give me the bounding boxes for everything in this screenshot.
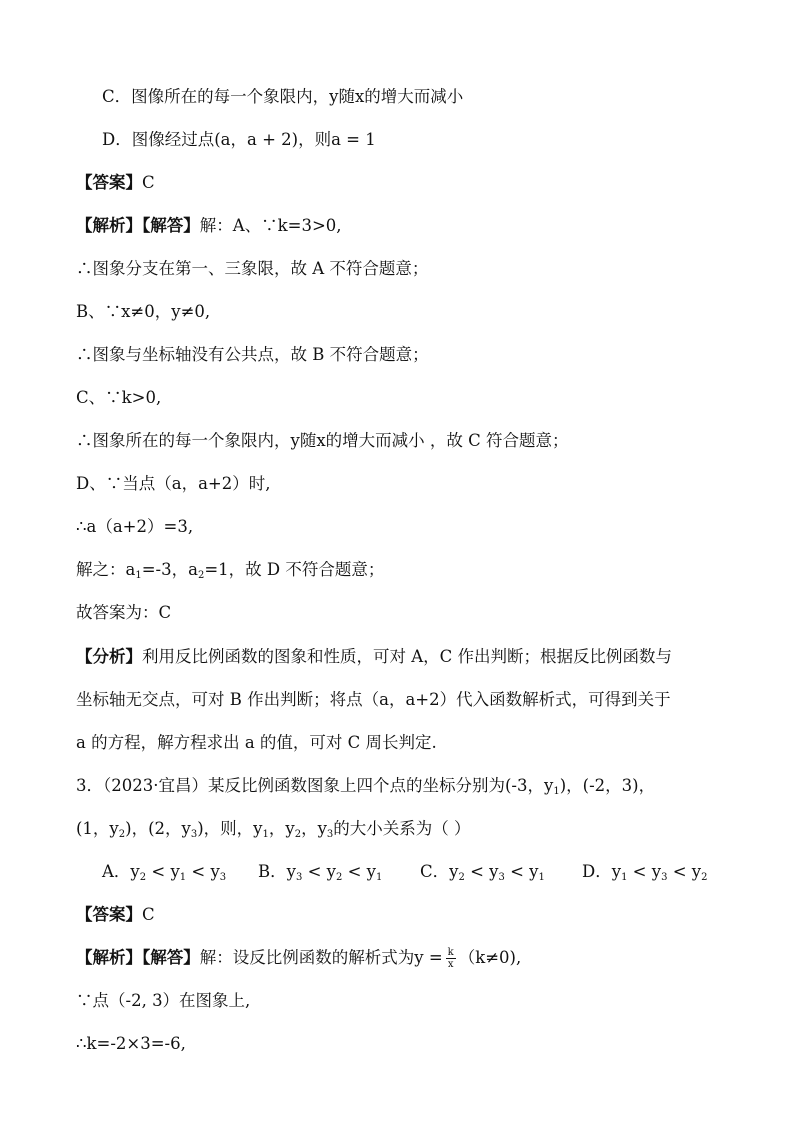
subscript: 1: [538, 872, 545, 883]
commentary-text: 利用反比例函数的图象和性质，可对 A，C 作出判断；根据反比例函数与: [142, 647, 673, 666]
text-segment: A．y: [102, 862, 140, 881]
analysis-line-2: [76, 947, 734, 970]
option-d-line: D．图像经过点(a，a + 2)，则a = 1: [102, 130, 376, 149]
text-segment: < y: [186, 862, 220, 881]
text-segment: D．y: [582, 862, 622, 881]
subscript: 2: [335, 872, 343, 883]
subscript: 1: [262, 829, 269, 840]
subscript: 2: [294, 829, 302, 840]
answer-value: C: [142, 173, 155, 192]
answer-tag: 【答案】: [76, 173, 142, 192]
analysis-text: 解：A、∵k=3>0,: [199, 216, 342, 235]
solution-tag: 【解答】: [142, 948, 200, 967]
subscript: 3: [498, 872, 505, 883]
question-3-options: [102, 861, 734, 883]
option-d: [582, 861, 707, 883]
answer-line-1: [76, 172, 734, 194]
option-c: [420, 861, 582, 883]
text-segment: < y: [302, 862, 336, 881]
analysis-text: 解：设反比例函数的解析式为y =: [199, 948, 443, 967]
text-segment: < y: [627, 862, 662, 881]
text-segment: )，(2，y: [125, 819, 191, 838]
fraction-k-over-x: [446, 947, 456, 970]
subscript: 2: [118, 829, 126, 840]
option-c-line: C．图像所在的每一个象限内，y随x的增大而减小: [102, 87, 464, 106]
subscript: 3: [219, 872, 227, 883]
text-segment: )，则，y: [197, 819, 263, 838]
solution-line-b1: B、∵x≠0，y≠0,: [76, 302, 211, 321]
subscript: 2: [139, 872, 147, 883]
text-segment: =-3，a: [141, 560, 198, 579]
solution-line-d2: ∴a（a+2）=3,: [76, 517, 194, 536]
subscript: 1: [179, 872, 187, 883]
solution-line-2b: ∴k=-2×3=-6,: [76, 1034, 186, 1053]
subscript: 3: [295, 872, 303, 883]
subscript: 3: [661, 872, 668, 883]
text-segment: ，y: [301, 819, 327, 838]
text-segment: (1，y: [76, 819, 119, 838]
solution-line-d1: D、∵当点（a，a+2）时,: [76, 474, 271, 493]
solution-tag: 【解答】: [142, 216, 200, 235]
solution-line-c1: C、∵k>0,: [76, 388, 162, 407]
commentary-tag: 【分析】: [76, 647, 142, 666]
solution-line-b2: ∴图象与坐标轴没有公共点，故 B 不符合题意；: [76, 345, 429, 364]
fraction-denominator: x: [447, 959, 454, 970]
text-segment: 3．（2023·宜昌）某反比例函数图象上四个点的坐标分别为(-3，y: [76, 776, 554, 795]
commentary-line-1: [76, 646, 734, 668]
question-3-line-2: [76, 818, 734, 840]
text-segment: B．y: [258, 862, 296, 881]
question-3-line-1: [76, 775, 734, 797]
commentary-line-2: 坐标轴无交点，可对 B 作出判断；将点（a，a+2）代入函数解析式，可得到关于: [76, 690, 671, 709]
text-segment: < y: [342, 862, 376, 881]
text-segment: < y: [667, 862, 702, 881]
text-segment: C．y: [420, 862, 459, 881]
text-segment: =1，故 D 不符合题意；: [204, 560, 385, 579]
subscript: 2: [701, 872, 708, 883]
subscript: 3: [326, 829, 334, 840]
option-b: [258, 861, 420, 883]
analysis-line-1: [76, 215, 734, 237]
text-segment: < y: [504, 862, 539, 881]
subscript: 2: [458, 872, 465, 883]
subscript: 3: [190, 829, 198, 840]
analysis-tag: 【解析】: [76, 216, 142, 235]
text-segment: < y: [464, 862, 499, 881]
text-segment: < y: [146, 862, 180, 881]
subscript: 1: [553, 786, 560, 797]
analysis-tag: 【解析】: [76, 948, 142, 967]
answer-value: C: [142, 905, 155, 924]
subscript: 1: [621, 872, 628, 883]
solution-line-2a: ∵点（-2, 3）在图象上,: [76, 991, 251, 1010]
subscript: 1: [375, 872, 383, 883]
answer-tag: 【答案】: [76, 905, 142, 924]
solution-line-d3: [76, 559, 734, 581]
text-segment: 的大小关系为（ ）: [333, 819, 471, 838]
text-segment: )，(-2，3)，: [559, 776, 656, 795]
subscript: 1: [135, 570, 142, 581]
subscript: 2: [197, 570, 205, 581]
text-segment: ，y: [268, 819, 295, 838]
text-segment: 解之：a: [76, 560, 136, 579]
fraction-numerator: k: [447, 947, 454, 958]
solution-line-a: ∴图象分支在第一、三象限，故 A 不符合题意；: [76, 259, 429, 278]
final-answer-line: 故答案为：C: [76, 603, 172, 622]
text-segment: （k≠0),: [458, 948, 522, 967]
option-a: [102, 861, 258, 883]
solution-line-c2: ∴图象所在的每一个象限内，y随x的增大而减小 ，故 C 符合题意；: [76, 431, 569, 450]
answer-line-2: [76, 904, 734, 926]
commentary-line-3: a 的方程，解方程求出 a 的值，可对 C 周长判定.: [76, 733, 437, 752]
